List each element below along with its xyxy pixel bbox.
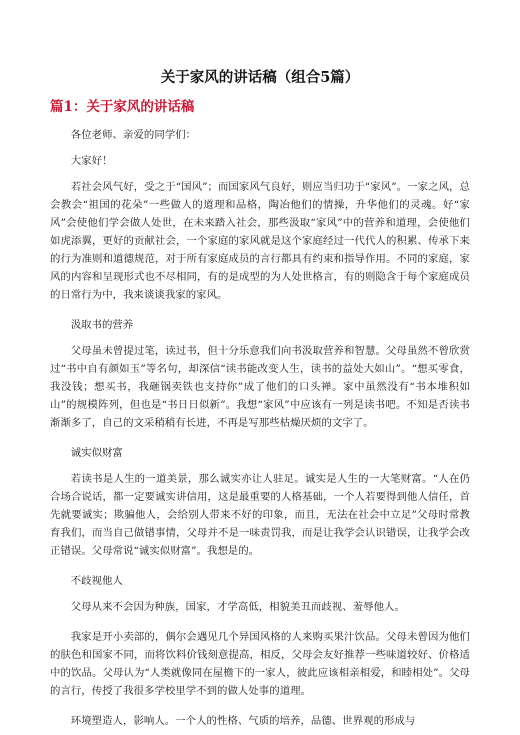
subheading-honesty: 诚实似财富	[70, 447, 123, 459]
paragraph-no-discrimination-1: 父母从来不会因为种族，国家，才学高低，相貌美丑而歧视、羞辱他人。	[70, 601, 405, 613]
paragraph-no-discrimination-2: 我家是开小卖部的，偶尔会遇见几个异国风格的人来购买果汁饮品。父母未曾因为他们的肤色和国家不同，而将饮料价钱刻意提高，相反，父母会友好推荐一些味道较好、价格适中的饮品。父母认为“人类就像同在屋檐下的一家人，彼此应该相亲相爱，和睦相处”。父母的言行，传授了我很多学校里学不到的做人处事的道理。	[50, 631, 470, 697]
paragraph-environment: 环境塑造人，影响人。一个人的性格、气质的培养，品德、世界观的形成与	[70, 715, 416, 727]
intro-paragraph: 若社会风气好，受之于“国风”；而国家风气良好，则应当归功于“家风”。一家之风，总会教会“祖国的花朵”一些做人的道理和品格，陶冶他们的情操，升华他们的灵魂。好“家风”会使他们学会做人处世，在未来踏入社会，那些汲取“家风”中的营养和道理，会使他们如虎添翼，更好的贡献社会，一个家庭的家风就是这个家庭经过一代代人的积累、传承下来的行为准则和道德规范，对于所有家庭成员的言行都具有约束和指导作用。不同的家庭，家风的内容和呈现形式也不尽相同，有的是成型的为人处世格言，有的则隐含于每个家庭成员的日常行为中，我来谈谈我家的家风。	[50, 181, 470, 301]
greeting: 各位老师、亲爱的同学们：	[70, 129, 197, 141]
opening-line: 大家好！	[70, 155, 113, 167]
paragraph-honesty: 若读书是人生的一道美景，那么诚实亦让人驻足。诚实是人生的一大笔财富。“人在仍合场合说话，都一定要诚实讲信用，这是最重要的人格基础，一个人若要得到他人信任，首先就要诚实；欺骗他人，会给别人带来不好的印象，而且，无法在社会中立足”父母时常教育我们，而当自己做错事情，父母并不是一味责罚我，而是让我学会认识错误，让我学会改正错误。父母常说“诚实似财富”。我想是的。	[50, 473, 470, 557]
document-title: 关于家风的讲话稿（组合5篇）	[160, 69, 360, 86]
subheading-books: 汲取书的营养	[70, 319, 134, 331]
paragraph-books: 父母虽未曾提过笔，读过书，但十分乐意我们向书汲取营养和智慧。父母虽然不曾欣赏过“书中自有颜如玉”等名句，却深信“读书能改变人生，读书的益处大如山”。“想买零食，我没钱；想买书，我砸锅卖铁也支持你”成了他们的口头禅。家中虽然没有“书本堆积如山”的规模阵列，但也是“书日日似新”。我想“家风”中应该有一列是读书吧。不知是否读书渐渐多了，自己的文采稍稍有长进，不再是写那些枯燥厌烦的文字了。	[50, 345, 470, 429]
subheading-no-discrimination: 不歧视他人	[70, 575, 123, 587]
section-heading: 篇1：关于家风的讲话稿	[50, 99, 195, 115]
